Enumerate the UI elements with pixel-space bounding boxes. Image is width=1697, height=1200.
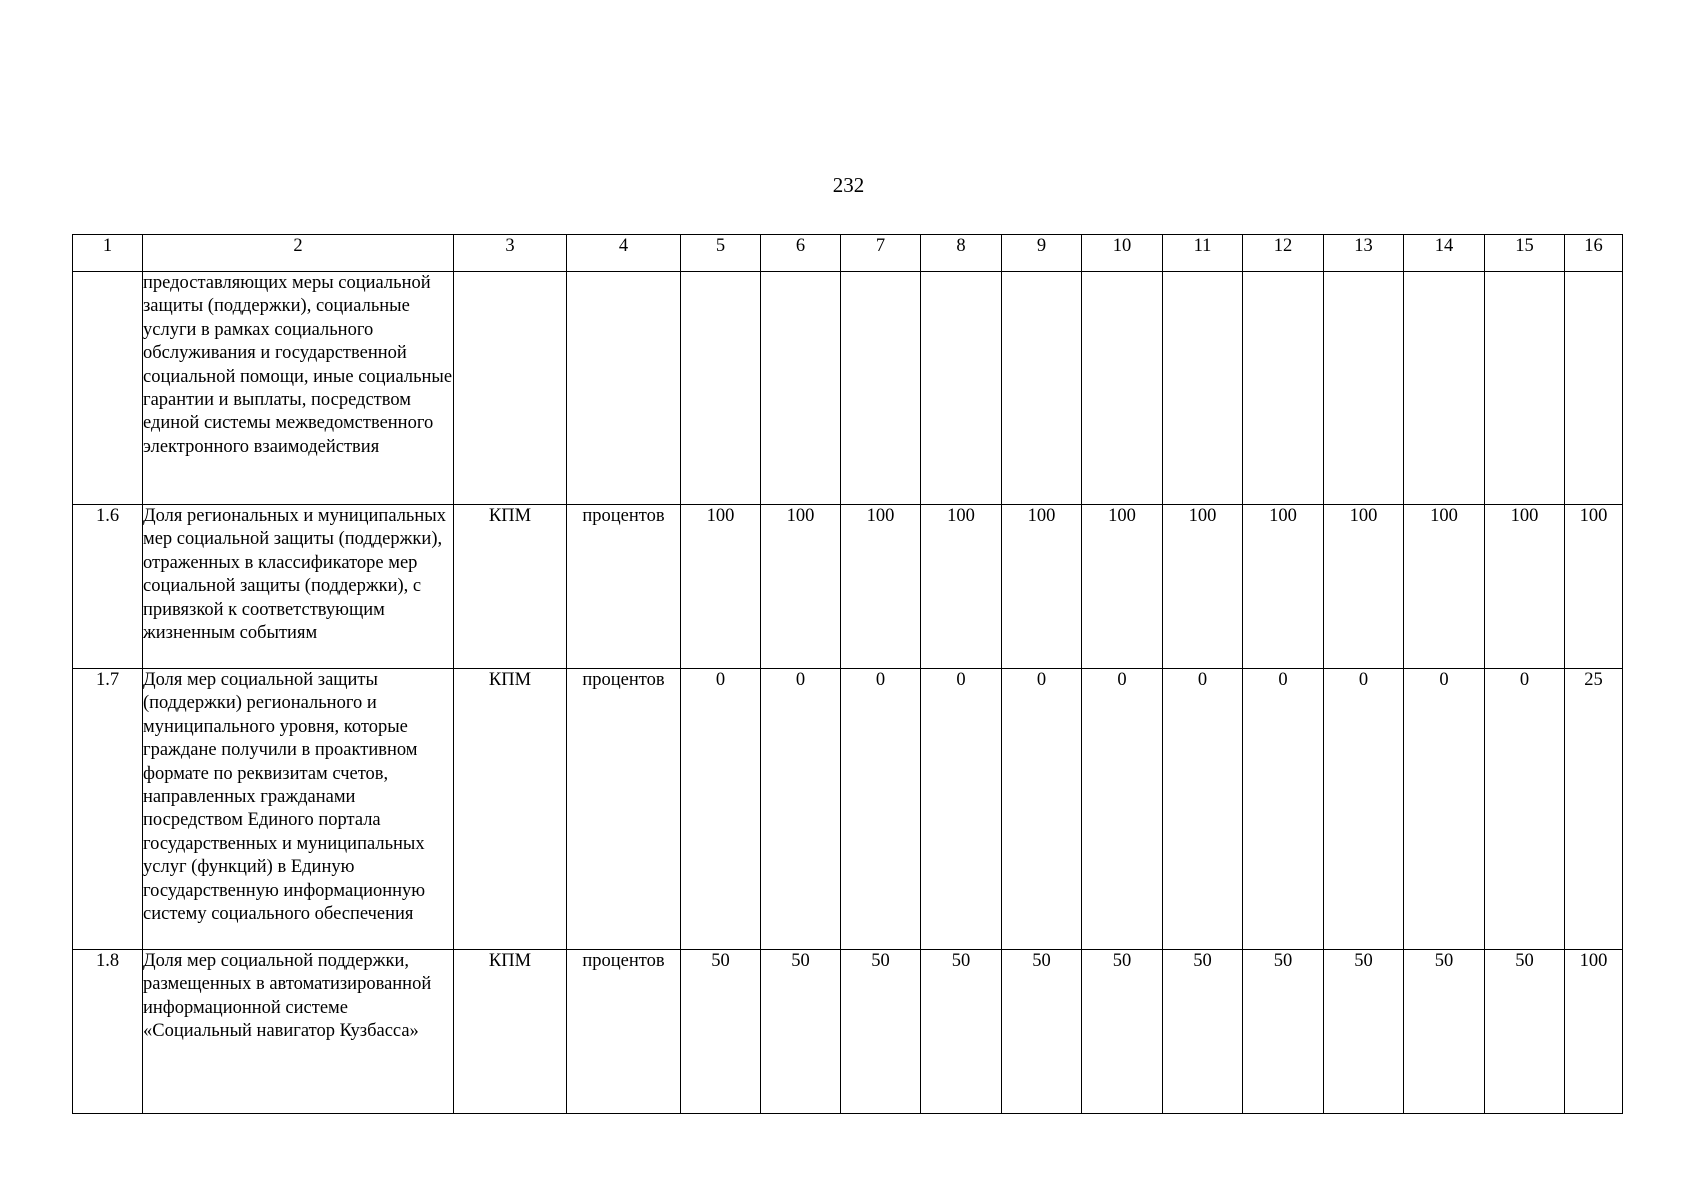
unit-of-measure: процентов [567, 505, 681, 669]
value-cell: 100 [681, 505, 761, 669]
value-cell [1404, 272, 1485, 505]
value-cell: 100 [1485, 505, 1565, 669]
value-cell [1002, 272, 1082, 505]
table-row [73, 669, 1623, 950]
value-cell: 50 [921, 950, 1002, 1114]
value-cell [681, 272, 761, 505]
value-cell: 100 [1404, 505, 1485, 669]
value-cell: 0 [841, 669, 921, 950]
value-cell: 0 [1002, 669, 1082, 950]
value-cell: 0 [1243, 669, 1324, 950]
column-header: 16 [1565, 235, 1623, 272]
indicator-type [454, 272, 567, 505]
row-number [73, 272, 143, 505]
column-header: 12 [1243, 235, 1324, 272]
value-cell [1485, 272, 1565, 505]
value-cell [1324, 272, 1404, 505]
column-header: 7 [841, 235, 921, 272]
value-cell: 50 [681, 950, 761, 1114]
unit-of-measure: процентов [567, 669, 681, 950]
column-header: 8 [921, 235, 1002, 272]
page-number: 232 [832, 173, 865, 197]
value-cell: 100 [1082, 505, 1163, 669]
value-cell: 100 [1565, 505, 1623, 669]
value-cell: 100 [1163, 505, 1243, 669]
indicator-name: Доля региональных и муниципальных мер социальной защиты (поддержки), отраженных в классификаторе мер социальной защиты (поддержки), с привязкой к соответствующим жизненным событиям [143, 505, 454, 669]
value-cell [1565, 272, 1623, 505]
value-cell: 0 [1082, 669, 1163, 950]
value-cell: 50 [841, 950, 921, 1114]
indicator-type: КПМ [454, 669, 567, 950]
column-header: 10 [1082, 235, 1163, 272]
value-cell: 100 [1243, 505, 1324, 669]
value-cell [1163, 272, 1243, 505]
column-header: 4 [567, 235, 681, 272]
value-cell: 0 [921, 669, 1002, 950]
indicator-type: КПМ [454, 505, 567, 669]
value-cell: 50 [1485, 950, 1565, 1114]
value-cell [921, 272, 1002, 505]
column-number-header-row [73, 235, 1623, 272]
value-cell [1243, 272, 1324, 505]
value-cell: 0 [1485, 669, 1565, 950]
value-cell: 50 [1404, 950, 1485, 1114]
value-cell: 0 [761, 669, 841, 950]
value-cell: 25 [1565, 669, 1623, 950]
indicators-table [72, 234, 1623, 1114]
value-cell: 50 [1324, 950, 1404, 1114]
value-cell: 100 [1002, 505, 1082, 669]
value-cell: 100 [761, 505, 841, 669]
indicator-type: КПМ [454, 950, 567, 1114]
row-number: 1.8 [73, 950, 143, 1114]
indicator-name: предоставляющих меры социальной защиты (поддержки), социальные услуги в рамках социального обслуживания и государственной социальной помощи, иные социальные гарантии и выплаты, посредством единой системы межведомственного электронного взаимодействия [143, 272, 454, 505]
column-header: 1 [73, 235, 143, 272]
value-cell: 100 [841, 505, 921, 669]
unit-of-measure: процентов [567, 950, 681, 1114]
value-cell [1082, 272, 1163, 505]
value-cell: 50 [1082, 950, 1163, 1114]
column-header: 14 [1404, 235, 1485, 272]
indicator-name: Доля мер социальной поддержки, размещенных в автоматизированной информационной системе «Социальный навигатор Кузбасса» [143, 950, 454, 1114]
column-header: 5 [681, 235, 761, 272]
table-row [73, 272, 1623, 505]
column-header: 3 [454, 235, 567, 272]
value-cell: 0 [1404, 669, 1485, 950]
column-header: 11 [1163, 235, 1243, 272]
value-cell: 0 [1324, 669, 1404, 950]
column-header: 15 [1485, 235, 1565, 272]
column-header: 2 [143, 235, 454, 272]
value-cell: 100 [1565, 950, 1623, 1114]
row-number: 1.6 [73, 505, 143, 669]
unit-of-measure [567, 272, 681, 505]
table-row [73, 505, 1623, 669]
column-header: 6 [761, 235, 841, 272]
value-cell: 100 [1324, 505, 1404, 669]
value-cell: 0 [1163, 669, 1243, 950]
indicator-name: Доля мер социальной защиты (поддержки) регионального и муниципального уровня, которые граждане получили в проактивном формате по реквизитам счетов, направленных гражданами посредством Единого портала государственных и муниципальных услуг (функций) в Единую государственную информационную систему социального обеспечения [143, 669, 454, 950]
value-cell: 50 [1002, 950, 1082, 1114]
value-cell: 50 [1243, 950, 1324, 1114]
value-cell: 0 [681, 669, 761, 950]
row-number: 1.7 [73, 669, 143, 950]
value-cell: 50 [761, 950, 841, 1114]
value-cell [761, 272, 841, 505]
value-cell [841, 272, 921, 505]
value-cell: 100 [921, 505, 1002, 669]
value-cell: 50 [1163, 950, 1243, 1114]
column-header: 13 [1324, 235, 1404, 272]
column-header: 9 [1002, 235, 1082, 272]
table-row [73, 950, 1623, 1114]
